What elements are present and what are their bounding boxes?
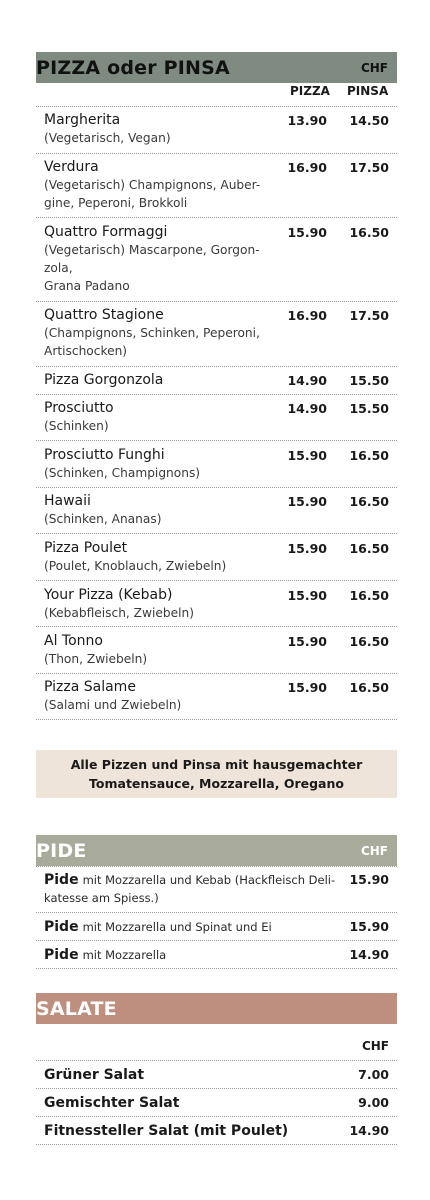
pide-item-description: mit Mozzarella und Spinat und Ei [82,920,272,934]
row-divider [36,301,397,302]
row-divider [36,153,397,154]
menu-item-name: Verdura [44,159,99,175]
row-divider [36,968,397,969]
pizza-price: 13.90 [287,113,327,128]
pinsa-price: 17.50 [349,308,389,323]
pinsa-price: 15.50 [349,373,389,388]
row-divider [36,106,397,107]
menu-item-name: Pizza Salame [44,679,136,695]
pinsa-price: 16.50 [349,541,389,556]
salad-item-name: Gemischter Salat [44,1095,180,1111]
pizza-price: 15.90 [287,680,327,695]
menu-item [44,446,284,482]
menu-item-name: Al Tonno [44,633,103,649]
menu-item-description: (Schinken, Ananas) [44,512,162,526]
pide-price: 14.90 [349,947,389,962]
info-banner [36,750,397,798]
menu-item [44,539,284,575]
row-divider [36,1116,397,1117]
row-divider [36,440,397,441]
pide-item-description: mit Mozzarella und Kebab (Hackfleisch Deli- katesse am Spiess.) [44,873,336,905]
row-divider [36,533,397,534]
row-divider [36,866,397,867]
menu-item [44,492,284,528]
menu-item [44,111,284,147]
menu-item-description: (Vegetarisch) Mascarpone, Gorgon- zola, Grana Padano [44,243,260,293]
menu-item-description: (Salami und Zwiebeln) [44,698,182,712]
pizza-section-title: PIZZA oder PINSA [36,56,230,79]
pinsa-price: 16.50 [349,588,389,603]
menu-item-name: Pizza Poulet [44,540,128,556]
salad-item-name: Grüner Salat [44,1067,145,1083]
menu-item [44,371,284,389]
row-divider [36,1088,397,1089]
salad-item-name: Fitnessteller Salat (mit Poulet) [44,1123,289,1139]
salate-section-title: SALATE [36,997,117,1020]
menu-item-name: Prosciutto [44,400,114,416]
menu-item [44,586,284,622]
row-divider [36,626,397,627]
pide-item-description: mit Mozzarella [82,948,167,962]
row-divider [36,217,397,218]
menu-item-name: Margherita [44,112,121,128]
pizza-price: 15.90 [287,448,327,463]
row-divider [36,394,397,395]
pizza-price: 15.90 [287,588,327,603]
pinsa-price: 16.50 [349,225,389,240]
pinsa-price: 16.50 [349,680,389,695]
pinsa-price: 14.50 [349,113,389,128]
menu-item-description: (Poulet, Knoblauch, Zwiebeln) [44,559,227,573]
menu-item-name: Hawaii [44,493,91,509]
pide-item [44,946,344,964]
menu-item [44,399,284,435]
row-divider [36,719,397,720]
menu-item-name: Pizza Gorgonzola [44,372,164,388]
menu-item-description: (Vegetarisch) Champignons, Auber- gine, Peperoni, Brokkoli [44,178,261,210]
pinsa-price: 16.50 [349,634,389,649]
pide-section-title: PIDE [36,839,87,862]
menu-item-description: (Thon, Zwiebeln) [44,652,148,666]
salad-price: 7.00 [358,1067,389,1082]
salad-price: 9.00 [358,1095,389,1110]
row-divider [36,487,397,488]
pide-item-name: Pide [44,947,79,963]
menu-item [44,632,284,668]
menu-item-name: Quattro Formaggi [44,224,168,240]
menu-item-description: (Schinken) [44,419,109,433]
row-divider [36,1060,397,1061]
menu-item-description: (Schinken, Champignons) [44,466,201,480]
pizza-column-header: PIZZA [290,84,330,98]
pide-item-name: Pide [44,872,79,888]
banner-line-2: Tomatensauce, Mozzarella, Oregano [89,776,344,791]
pide-item [44,918,344,936]
pinsa-price: 16.50 [349,494,389,509]
pizza-price: 14.90 [287,401,327,416]
row-divider [36,912,397,913]
pide-item-name: Pide [44,919,79,935]
menu-item-description: (Kebabfleisch, Zwiebeln) [44,606,194,620]
menu-item-name: Quattro Stagione [44,307,164,323]
pinsa-price: 15.50 [349,401,389,416]
banner-line-1: Alle Pizzen und Pinsa mit hausgemachter [70,757,363,772]
menu-item [44,678,284,714]
menu-item [44,306,284,360]
pizza-price: 15.90 [287,225,327,240]
menu-item-name: Your Pizza (Kebab) [44,587,173,603]
pinsa-price: 17.50 [349,160,389,175]
pide-price: 15.90 [349,872,389,887]
pizza-price: 16.90 [287,160,327,175]
menu-item [44,223,284,295]
row-divider [36,673,397,674]
pizza-section-header [36,52,397,83]
pizza-price: 14.90 [287,373,327,388]
row-divider [36,580,397,581]
row-divider [36,366,397,367]
row-divider [36,940,397,941]
pide-item [44,871,344,907]
pinsa-column-header: PINSA [347,84,389,98]
menu-item [44,158,284,212]
menu-item-description: (Champignons, Schinken, Peperoni, Artischocken) [44,326,260,358]
row-divider [36,1144,397,1145]
menu-item-name: Prosciutto Funghi [44,447,165,463]
salate-section-header [36,993,397,1024]
pinsa-price: 16.50 [349,448,389,463]
pizza-price: 15.90 [287,541,327,556]
pizza-price: 15.90 [287,494,327,509]
pizza-price: 16.90 [287,308,327,323]
pizza-currency-label: CHF [360,60,388,75]
pizza-price: 15.90 [287,634,327,649]
salad-price: 14.90 [349,1123,389,1138]
salate-currency-label: CHF [361,1039,389,1053]
pide-section-header [36,835,397,866]
pide-currency-label: CHF [360,843,388,858]
menu-item-description: (Vegetarisch, Vegan) [44,131,171,145]
pide-price: 15.90 [349,919,389,934]
